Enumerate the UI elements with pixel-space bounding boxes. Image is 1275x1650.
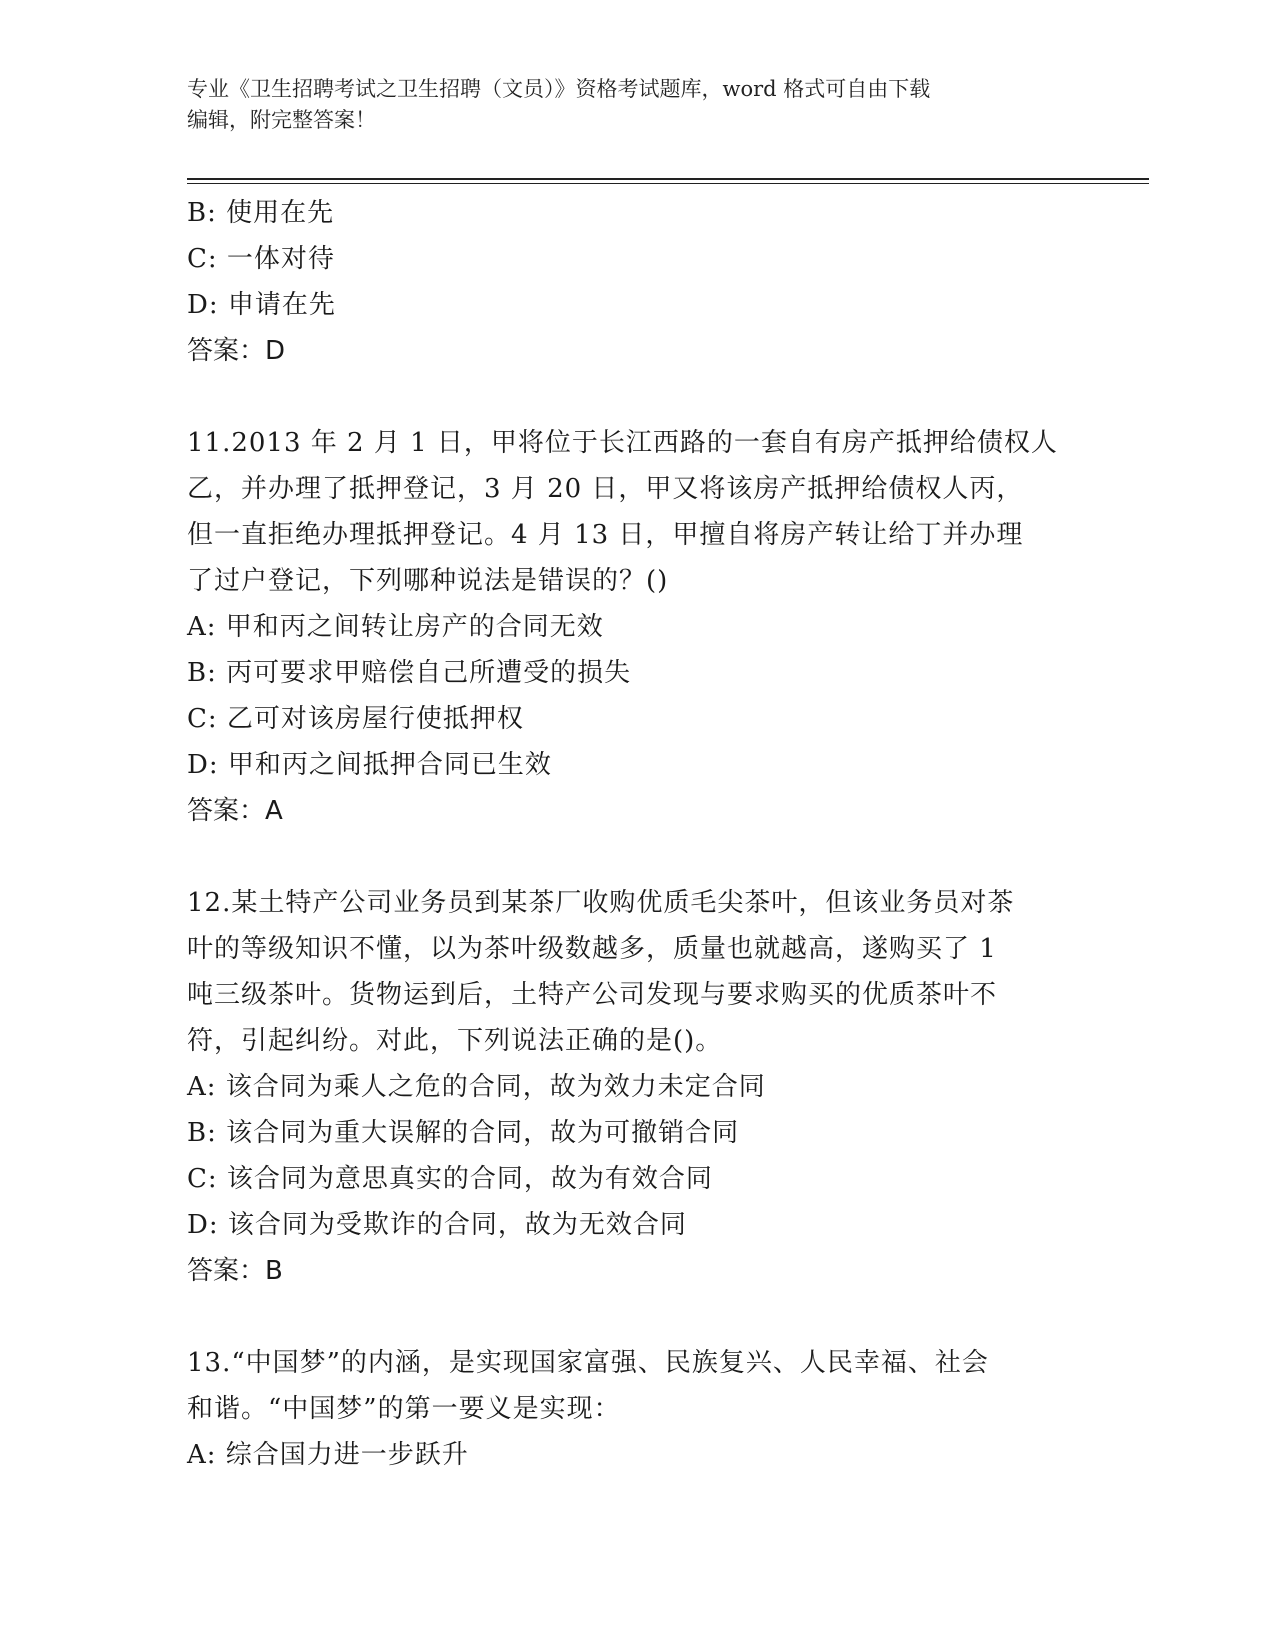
question-block-11 <box>187 420 1087 834</box>
question-stem-line: 符，引起纠纷。对此，下列说法正确的是()。 <box>187 1026 723 1056</box>
question-block-10 <box>187 190 1087 374</box>
question-stem-line: 乙，并办理了抵押登记，3 月 20 日，甲又将该房产抵押给债权人丙， <box>187 474 1024 504</box>
spacer <box>187 834 1087 880</box>
question-block-13 <box>187 1340 1087 1478</box>
option-a: A: 甲和丙之间转让房产的合同无效 <box>187 612 604 642</box>
option-a: A: 综合国力进一步跃升 <box>187 1440 469 1470</box>
question-stem-line: 13.“中国梦”的内涵，是实现国家富强、民族复兴、人民幸福、社会 <box>187 1348 989 1378</box>
option-c: C: 一体对待 <box>187 244 335 274</box>
option-d: D: 申请在先 <box>187 290 336 320</box>
question-list <box>187 190 1087 1478</box>
question-stem-line: 叶的等级知识不懂，以为茶叶级数越多，质量也就越高，遂购买了 1 <box>187 934 997 964</box>
header-divider-thick <box>187 178 1149 180</box>
option-c: C: 该合同为意思真实的合同，故为有效合同 <box>187 1164 713 1194</box>
option-d: D: 甲和丙之间抵押合同已生效 <box>187 750 552 780</box>
spacer <box>187 374 1087 420</box>
question-stem-line: 和谐。“中国梦”的第一要义是实现： <box>187 1394 621 1424</box>
document-header <box>187 74 1087 136</box>
question-stem-line: 12.某土特产公司业务员到某茶厂收购优质毛尖茶叶，但该业务员对茶 <box>187 888 1015 918</box>
answer-label: 答案：B <box>187 1256 283 1286</box>
header-divider-thin <box>187 183 1149 184</box>
option-b: B: 该合同为重大误解的合同，故为可撤销合同 <box>187 1118 740 1148</box>
answer-label: 答案：A <box>187 796 283 826</box>
question-stem-line: 了过户登记，下列哪种说法是错误的？() <box>187 566 669 596</box>
option-b: B: 丙可要求甲赔偿自己所遭受的损失 <box>187 658 632 688</box>
question-block-12 <box>187 880 1087 1294</box>
option-c: C: 乙可对该房屋行使抵押权 <box>187 704 524 734</box>
option-b: B: 使用在先 <box>187 198 335 228</box>
option-d: D: 该合同为受欺诈的合同，故为无效合同 <box>187 1210 687 1240</box>
spacer <box>187 1294 1087 1340</box>
option-a: A: 该合同为乘人之危的合同，故为效力未定合同 <box>187 1072 766 1102</box>
answer-label: 答案：D <box>187 336 286 366</box>
question-stem-line: 但一直拒绝办理抵押登记。4 月 13 日，甲擅自将房产转让给丁并办理 <box>187 520 1024 550</box>
header-line-2: 编辑，附完整答案！ <box>187 108 376 132</box>
question-stem-line: 吨三级茶叶。货物运到后，土特产公司发现与要求购买的优质茶叶不 <box>187 980 998 1010</box>
header-line-1: 专业《卫生招聘考试之卫生招聘（文员）》资格考试题库，word 格式可自由下载 <box>187 77 931 101</box>
question-stem-line: 11.2013 年 2 月 1 日，甲将位于长江西路的一套自有房产抵押给债权人 <box>187 428 1058 458</box>
